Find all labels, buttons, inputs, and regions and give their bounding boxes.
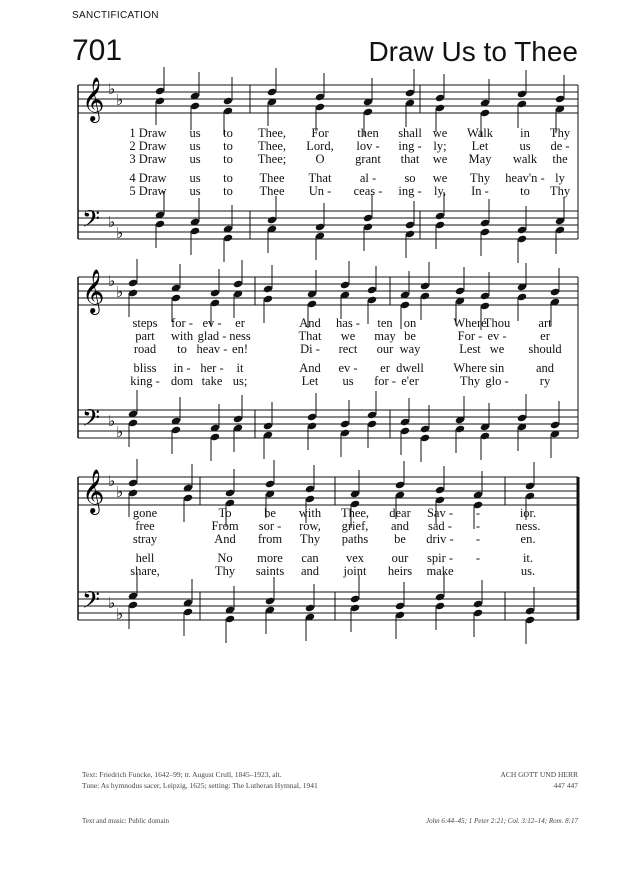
lyric-syllable: to <box>223 126 233 140</box>
flat-sign: ♭ <box>116 423 124 441</box>
lyric-syllable: - <box>475 532 481 546</box>
lyric-syllable: and <box>390 519 410 533</box>
lyric-syllable: king - <box>130 374 160 388</box>
lyric-syllable: Thee <box>259 171 285 185</box>
lyric-syllable: dear <box>389 506 411 520</box>
lyric-syllable: grant <box>355 152 381 166</box>
lyric-syllable: Lest <box>459 342 481 356</box>
lyric-syllable: share, <box>130 564 160 578</box>
lyric-syllable: steps <box>132 316 158 330</box>
lyric-syllable: us <box>189 139 201 153</box>
lyric-syllable: sor - <box>258 519 282 533</box>
lyric-syllable: Un - <box>308 184 332 198</box>
lyric-syllable: ly; <box>433 139 447 153</box>
lyric-syllable: has - <box>336 316 360 330</box>
lyric-syllable: dwell <box>396 361 424 375</box>
lyric-syllable: our <box>376 342 394 356</box>
treble-clef: 𝄞 <box>82 77 105 121</box>
lyric-syllable: Walk <box>466 126 494 140</box>
lyric-syllable: we <box>489 342 505 356</box>
lyric-syllable: driv - <box>426 532 454 546</box>
lyric-syllable: art <box>538 316 552 330</box>
lyric-syllable: ten <box>377 316 393 330</box>
lyric-syllable: we <box>432 152 448 166</box>
lyric-syllable: May <box>468 152 492 166</box>
lyric-syllable: al - <box>359 171 377 185</box>
lyric-syllable: Thy <box>549 184 571 198</box>
lyric-syllable: Thy <box>459 374 481 388</box>
lyric-syllable: Thee, <box>340 506 370 520</box>
lyric-syllable: ev - <box>338 361 358 375</box>
lyric-syllable: Let <box>301 374 319 388</box>
lyric-syllable: glo - <box>485 374 509 388</box>
lyric-syllable: en. <box>520 532 536 546</box>
flat-sign: ♭ <box>108 272 116 290</box>
lyric-syllable: for - <box>374 374 396 388</box>
lyric-syllable: walk <box>512 152 538 166</box>
lyric-syllable: should <box>528 342 562 356</box>
lyric-syllable: on <box>403 316 417 330</box>
lyric-syllable: heirs <box>387 564 413 578</box>
treble-clef: 𝄞 <box>82 269 105 313</box>
lyric-syllable: To <box>218 506 232 520</box>
bass-clef: 𝄢 <box>82 205 101 238</box>
lyric-syllable: us <box>189 184 201 198</box>
lyric-syllable: er <box>235 316 245 330</box>
lyric-syllable: Sav - <box>426 506 454 520</box>
lyric-syllable: For - <box>457 329 483 343</box>
lyric-syllable: we <box>340 329 356 343</box>
flat-sign: ♭ <box>108 472 116 490</box>
lyric-syllable: ior. <box>519 506 537 520</box>
lyric-syllable: For <box>311 126 329 140</box>
lyric-syllable: us <box>342 374 354 388</box>
lyric-syllable: spir - <box>426 551 454 565</box>
lyric-syllable: part <box>135 329 155 343</box>
lyric-syllable: Thy <box>549 126 571 140</box>
lyric-syllable: be <box>404 329 416 343</box>
lyric-syllable: Lord, <box>306 139 334 153</box>
lyric-syllable: we <box>432 126 448 140</box>
lyric-syllable: O <box>315 152 325 166</box>
lyric-syllable: Where <box>453 316 487 330</box>
lyric-syllable: Thee <box>259 184 285 198</box>
lyric-syllable: more <box>257 551 283 565</box>
lyric-syllable: and <box>300 564 320 578</box>
text-credit: Text: Friedrich Funcke, 1642–99; tr. August Crull, 1845–1923, alt. <box>82 770 282 779</box>
lyric-syllable: in - <box>173 361 191 375</box>
lyric-syllable: Thy <box>469 171 491 185</box>
lyric-syllable: Thee, <box>257 139 287 153</box>
flat-sign: ♭ <box>116 224 124 242</box>
lyric-syllable: 4 Draw <box>129 171 167 185</box>
lyric-syllable: make <box>426 564 454 578</box>
lyric-syllable: for - <box>171 316 193 330</box>
hymn-title: Draw Us to Thee <box>368 36 578 67</box>
lyric-syllable: - <box>475 506 481 520</box>
flat-sign: ♭ <box>116 91 124 109</box>
lyric-syllable: that <box>400 152 420 166</box>
lyric-syllable: - <box>475 519 481 533</box>
lyric-syllable: ly <box>555 171 565 185</box>
copyright: Text and music: Public domain <box>82 817 169 825</box>
lyric-syllable: to <box>223 139 233 153</box>
lyric-syllable: road <box>133 342 157 356</box>
lyric-syllable: sad - <box>428 519 452 533</box>
lyric-syllable: it. <box>522 551 534 565</box>
lyric-syllable: ev - <box>202 316 222 330</box>
lyric-syllable: ness. <box>515 519 541 533</box>
lyric-syllable: ly, <box>433 184 447 198</box>
lyric-syllable: gone <box>132 506 158 520</box>
lyric-syllable: from <box>257 532 283 546</box>
lyric-syllable: her - <box>200 361 224 375</box>
lyric-syllable: er <box>540 329 550 343</box>
lyric-syllable: take <box>201 374 223 388</box>
lyric-syllable: paths <box>341 532 369 546</box>
lyric-syllable: Thee; <box>257 152 287 166</box>
treble-clef: 𝄞 <box>82 469 105 513</box>
lyric-syllable: Thee, <box>257 126 287 140</box>
lyric-syllable: be <box>264 506 276 520</box>
lyric-syllable: That <box>298 329 322 343</box>
flat-sign: ♭ <box>116 483 124 501</box>
lyric-syllable: our <box>391 551 409 565</box>
lyric-syllable: ceas - <box>353 184 383 198</box>
flat-sign: ♭ <box>108 594 116 612</box>
flat-sign: ♭ <box>108 80 116 98</box>
lyric-syllable: Thou <box>483 316 511 330</box>
lyric-syllable: row, <box>299 519 321 533</box>
flat-sign: ♭ <box>116 605 124 623</box>
lyric-syllable: be <box>394 532 406 546</box>
lyric-syllable: ness <box>229 329 251 343</box>
lyric-syllable: us <box>519 139 531 153</box>
lyric-syllable: us. <box>520 564 536 578</box>
lyric-syllable: ing - <box>398 139 422 153</box>
tune-name: ACH GOTT UND HERR <box>500 770 578 779</box>
lyric-syllable: may <box>374 329 396 343</box>
lyric-syllable: Let <box>471 139 489 153</box>
scripture-refs: John 6:44–45; 1 Peter 2:21; Col. 3:12–14; Rom. 8:17 <box>425 817 578 825</box>
lyric-syllable: grief, <box>341 519 369 533</box>
lyric-syllable: hell <box>135 551 155 565</box>
lyric-syllable: with <box>170 329 194 343</box>
bass-clef: 𝄢 <box>82 404 101 437</box>
lyric-syllable: to <box>223 171 233 185</box>
lyric-syllable: us <box>189 171 201 185</box>
flat-sign: ♭ <box>108 213 116 231</box>
lyric-syllable: 1 Draw <box>129 126 167 140</box>
lyric-syllable: In - <box>471 184 489 198</box>
lyric-syllable: saints <box>255 564 285 578</box>
lyric-syllable: 2 Draw <box>129 139 167 153</box>
lyric-syllable: And <box>299 316 321 330</box>
lyric-syllable: stray <box>132 532 158 546</box>
lyric-syllable: ing - <box>398 184 422 198</box>
section-heading: SANCTIFICATION <box>72 10 159 21</box>
lyric-syllable: glad - <box>197 329 227 343</box>
lyric-syllable: us; <box>232 374 248 388</box>
lyric-syllable: heav - <box>196 342 228 356</box>
lyric-syllable: with <box>298 506 322 520</box>
lyric-syllable: That <box>308 171 332 185</box>
lyric-syllable: to <box>177 342 187 356</box>
lyric-syllable: in <box>520 126 530 140</box>
lyric-syllable: to <box>520 184 530 198</box>
lyric-syllable: way <box>399 342 421 356</box>
lyric-syllable: No <box>217 551 233 565</box>
bass-clef: 𝄢 <box>82 586 101 619</box>
lyric-syllable: ev - <box>487 329 507 343</box>
lyric-syllable: joint <box>343 564 367 578</box>
lyric-syllable: then <box>357 126 379 140</box>
lyric-syllable: Where <box>453 361 487 375</box>
lyric-syllable: er <box>380 361 390 375</box>
lyric-syllable: Di - <box>300 342 320 356</box>
lyric-syllable: lov - <box>356 139 380 153</box>
lyric-syllable: Thy <box>299 532 321 546</box>
lyric-syllable: can <box>301 551 319 565</box>
lyric-syllable: From <box>211 519 239 533</box>
lyric-syllable: ry <box>539 374 551 388</box>
hymn-number: 701 <box>72 34 123 67</box>
lyric-syllable: bliss <box>133 361 157 375</box>
lyric-syllable: it <box>236 361 244 375</box>
lyric-syllable: to <box>223 152 233 166</box>
lyric-syllable: sin <box>489 361 505 375</box>
lyric-syllable: shall <box>398 126 422 140</box>
flat-sign: ♭ <box>108 412 116 430</box>
lyric-syllable: rect <box>338 342 358 356</box>
lyric-syllable: de - <box>550 139 570 153</box>
lyric-syllable: so <box>404 171 416 185</box>
lyric-syllable: And <box>299 361 321 375</box>
lyric-syllable: And <box>214 532 236 546</box>
lyric-syllable: vex <box>345 551 365 565</box>
lyric-syllable: us <box>189 152 201 166</box>
lyric-syllable: Thy <box>214 564 236 578</box>
lyric-syllable: - <box>475 551 481 565</box>
lyric-syllable: 5 Draw <box>129 184 167 198</box>
lyric-syllable: free <box>135 519 155 533</box>
flat-sign: ♭ <box>116 283 124 301</box>
lyric-syllable: dom <box>170 374 194 388</box>
lyric-syllable: 3 Draw <box>129 152 167 166</box>
meter: 447 447 <box>553 781 578 790</box>
lyric-syllable: we <box>432 171 448 185</box>
lyric-syllable: heav'n - <box>505 171 545 185</box>
tune-credit: Tune: As hymnodus sacer, Leipzig, 1625; setting: The Lutheran Hymnal, 1941 <box>82 781 318 790</box>
lyric-syllable: and <box>535 361 555 375</box>
lyric-syllable: to <box>223 184 233 198</box>
lyric-syllable: en! <box>232 342 248 356</box>
lyric-syllable: us <box>189 126 201 140</box>
lyric-syllable: e'er <box>401 374 419 388</box>
lyric-syllable: the <box>552 152 568 166</box>
